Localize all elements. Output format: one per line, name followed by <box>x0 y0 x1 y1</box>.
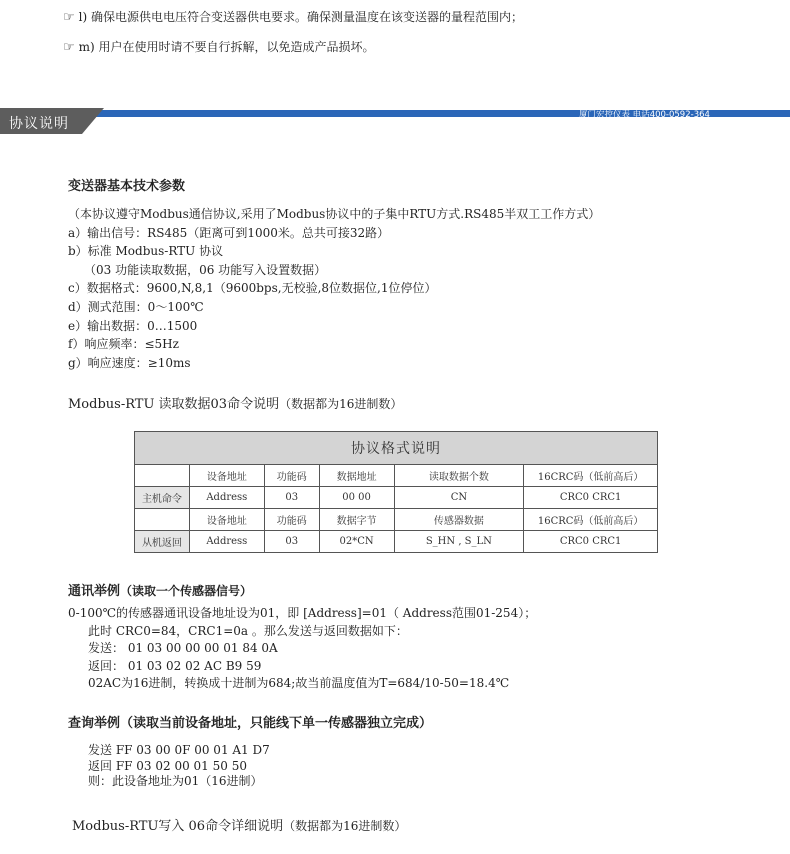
table-cell: S_HN , S_LN <box>394 531 524 553</box>
table-row <box>135 531 658 553</box>
table-cell: 03 <box>264 531 319 553</box>
spec-line: c）数据格式：9600,N,8,1（9600bps,无校验,8位数据位,1位停位） <box>68 281 437 296</box>
example-line: 0-100℃的传感器通讯设备地址设为01，即 [Address]=01（ Address范围01-254）； <box>68 606 537 620</box>
note-m: ☞ m) 用户在使用时请不要自行拆解，以免造成产品损坏。 <box>63 40 375 55</box>
example-line: 02AC为16进制，转换成十进制为684;故当前温度值为T=684/10-50=18.4℃ <box>88 676 510 691</box>
table-cell: CRC0 CRC1 <box>524 487 658 509</box>
query-body <box>68 743 270 790</box>
spec-list <box>68 205 600 372</box>
section-title: 协议说明 <box>9 116 69 132</box>
spec-line: g）响应速度：≥10ms <box>68 355 191 370</box>
table-row-header: 从机返回 <box>135 531 190 553</box>
query-line: 发送 FF 03 00 0F 00 01 A1 D7 <box>88 743 270 757</box>
query-line: 则：此设备地址为01（16进制） <box>88 774 263 788</box>
table-title: 协议格式说明 <box>135 432 658 465</box>
table-cell: 读取数据个数 <box>394 465 524 487</box>
table-cell: 03 <box>264 487 319 509</box>
example-line: 发送： 01 03 00 00 00 01 84 0A <box>88 641 278 656</box>
pointing-hand-icon: ☞ <box>63 10 75 25</box>
table-cell: 16CRC码（低前高后） <box>524 509 658 531</box>
table-title-row <box>135 432 658 465</box>
protocol-table <box>134 431 658 553</box>
table-row <box>135 509 658 531</box>
table-cell: 设备地址 <box>189 465 264 487</box>
table-cell: 00 00 <box>319 487 394 509</box>
spec-line: f）响应频率：≤5Hz <box>68 337 179 352</box>
pointing-hand-icon: ☞ <box>63 40 75 55</box>
example-heading: 通讯举例（读取一个传感器信号） <box>68 584 253 599</box>
table-cell: 功能码 <box>264 465 319 487</box>
table-cell: 功能码 <box>264 509 319 531</box>
example-line: 此时 CRC0=84，CRC1=0a 。那么发送与返回数据如下： <box>88 623 408 638</box>
cmd06-heading: Modbus-RTU写入 06命令详细说明（数据都为16进制数） <box>72 819 407 834</box>
table-cell: CRC0 CRC1 <box>524 531 658 553</box>
table-cell: 传感器数据 <box>394 509 524 531</box>
table-cell: 16CRC码（低前高后） <box>524 465 658 487</box>
spec-line: a）输出信号：RS485（距离可到1000米。总共可接32路） <box>68 225 390 240</box>
spec-line: b）标准 Modbus-RTU 协议 <box>68 244 224 259</box>
table-cell <box>135 509 190 531</box>
example-body <box>68 605 536 693</box>
table-cell: Address <box>189 531 264 553</box>
table-cell: CN <box>394 487 524 509</box>
contact-info: 厦门宏控仪表 电话400-0592-364 <box>579 110 710 120</box>
table-cell: 02*CN <box>319 531 394 553</box>
table-row <box>135 465 658 487</box>
table-cell: 数据字节 <box>319 509 394 531</box>
query-heading: 查询举例（读取当前设备地址，只能线下单一传感器独立完成） <box>68 716 433 731</box>
table-row <box>135 487 658 509</box>
table-cell: 设备地址 <box>189 509 264 531</box>
spec-line: d）测式范围：0～100℃ <box>68 299 204 314</box>
spec-line: （本协议遵守Modbus通信协议,采用了Modbus协议中的子集中RTU方式.RS485半双工工作方式） <box>68 207 601 221</box>
example-line: 返回： 01 03 02 02 AC B9 59 <box>88 658 262 673</box>
table-cell: Address <box>189 487 264 509</box>
table-row-header: 主机命令 <box>135 487 190 509</box>
cmd03-heading: Modbus-RTU 读取数据03命令说明（数据都为16进制数） <box>68 397 403 412</box>
table-cell <box>135 465 190 487</box>
spec-heading: 变送器基本技术参数 <box>68 179 186 194</box>
spec-line: （03 功能读取数据，06 功能写入设置数据） <box>84 262 327 277</box>
note-l: ☞ l) 确保电源供电电压符合变送器供电要求。确保测量温度在该变送器的量程范围内； <box>63 10 523 25</box>
table-cell: 数据地址 <box>319 465 394 487</box>
spec-line: e）输出数据：0…1500 <box>68 318 198 333</box>
query-line: 返回 FF 03 02 00 01 50 50 <box>88 758 247 773</box>
